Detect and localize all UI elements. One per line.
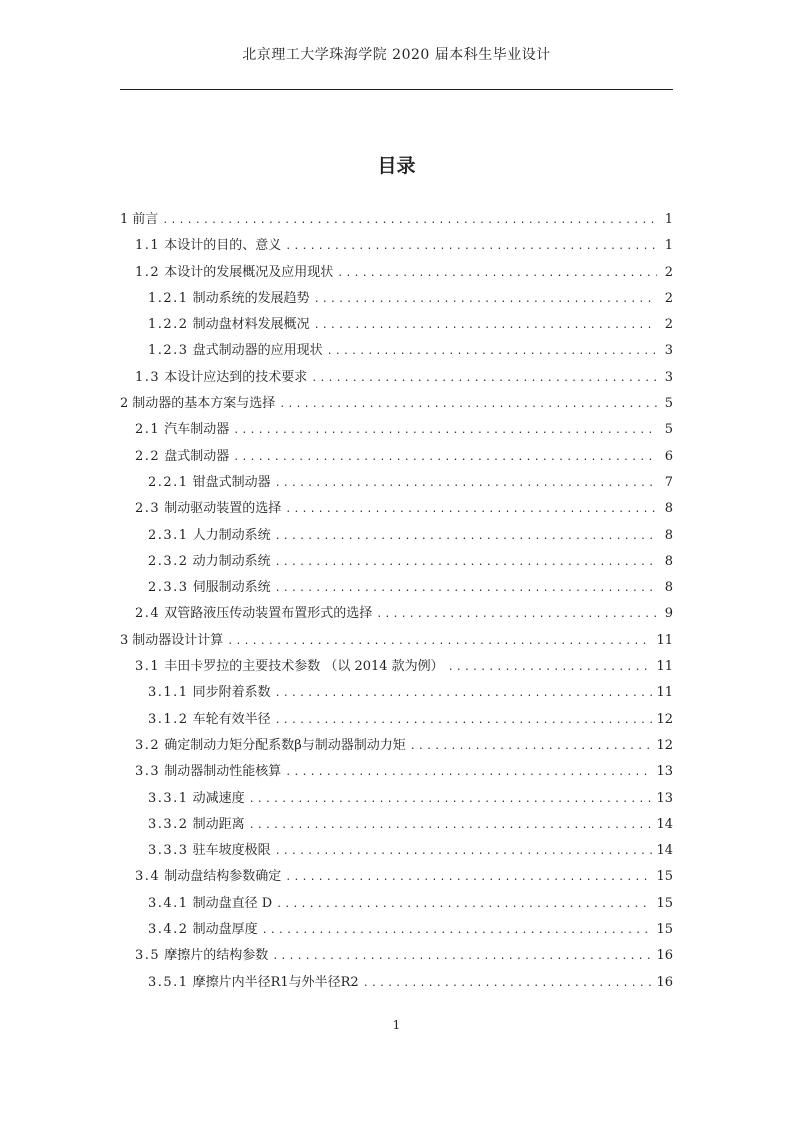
toc-entry-page: 1 — [664, 212, 673, 227]
toc-dot-leader — [376, 602, 657, 628]
toc-entry-number: 3.1.1 — [148, 685, 189, 701]
toc-entry-number: 3.5.1 — [148, 974, 189, 990]
toc-entry-label: 前言 — [132, 212, 159, 227]
toc-entry-number: 3.4 — [135, 869, 161, 885]
toc-entry[interactable] — [120, 470, 673, 496]
toc-dot-leader — [276, 892, 652, 918]
toc-entry[interactable] — [120, 286, 673, 312]
toc-entry-number: 2.2.1 — [148, 474, 189, 490]
toc-entry[interactable] — [120, 233, 673, 259]
toc-entry-number: 3.5 — [135, 948, 161, 964]
toc-entry[interactable] — [120, 338, 673, 364]
toc-entry[interactable] — [120, 759, 673, 785]
toc-entry[interactable] — [120, 496, 673, 522]
toc-entry-label: 制动盘直径 D — [192, 895, 273, 911]
toc-entry[interactable] — [120, 891, 673, 917]
toc-entry-label: 本设计应达到的技术要求 — [164, 369, 308, 385]
toc-entry-label: 盘式制动器的应用现状 — [192, 343, 323, 359]
toc-entry-number: 1.2.3 — [148, 343, 189, 359]
toc-entry-number: 3.3.1 — [148, 790, 189, 806]
toc-entry-number: 2.1 — [135, 422, 161, 438]
toc-entry-label: 摩擦片内半径R1与外半径R2 — [192, 974, 359, 990]
running-header: 北京理工大学珠海学院 2020 届本科生毕业设计 — [242, 47, 551, 63]
toc-entry-number: 2.3.2 — [148, 553, 189, 569]
toc-entry-number: 2.2 — [135, 448, 161, 464]
toc-entry-label: 盘式制动器 — [164, 448, 230, 464]
toc-entry-label: 本设计的目的、意义 — [164, 238, 282, 254]
toc-dot-leader — [275, 708, 653, 734]
toc-dot-leader — [285, 760, 652, 786]
toc-dot-leader — [363, 971, 653, 997]
toc-entry-number: 3.4.1 — [148, 895, 189, 911]
toc-entry-page: 2 — [664, 264, 673, 280]
toc-dot-leader — [233, 418, 657, 444]
toc-entry-page: 13 — [656, 790, 673, 806]
toc-entry[interactable] — [120, 628, 673, 654]
toc-entry-number: 1.2 — [135, 264, 161, 280]
toc-entry-label: 同步附着系数 — [192, 685, 271, 701]
toc-entry-page: 11 — [656, 685, 673, 701]
toc-entry-page: 8 — [664, 527, 673, 543]
toc-entry[interactable] — [120, 786, 673, 812]
toc-entry-label: 制动系统的发展趋势 — [192, 290, 310, 306]
toc-entry[interactable] — [120, 312, 673, 338]
toc-dot-leader — [275, 550, 657, 576]
toc-entry-number: 3.3.3 — [148, 843, 189, 859]
toc-dot-leader — [327, 339, 657, 365]
toc-entry-page: 9 — [664, 606, 673, 622]
toc-dot-leader — [233, 445, 657, 471]
toc-entry[interactable] — [120, 707, 673, 733]
toc-entry-number: 3.4.2 — [148, 922, 189, 938]
toc-entry-label: 驻车坡度极限 — [192, 843, 271, 859]
toc-entry[interactable] — [120, 812, 673, 838]
toc-dot-leader — [162, 208, 657, 234]
toc-entry-page: 1 — [664, 238, 673, 254]
toc-dot-leader — [275, 524, 657, 550]
toc-entry-label: 制动盘材料发展概况 — [192, 317, 310, 333]
toc-dot-leader — [314, 313, 657, 339]
toc-entry[interactable] — [120, 260, 673, 286]
toc-dot-leader — [262, 918, 653, 944]
toc-entry-page: 16 — [656, 948, 673, 964]
toc-entry[interactable] — [120, 970, 673, 996]
toc-entry[interactable] — [120, 838, 673, 864]
toc-entry-number: 2.3.3 — [148, 580, 189, 596]
toc-entry-page: 15 — [656, 922, 673, 938]
toc-dot-leader — [314, 287, 657, 313]
toc-dot-leader — [285, 497, 657, 523]
toc-entry-label: 车轮有效半径 — [192, 711, 271, 727]
toc-entry-label: 确定制动力矩分配系数β与制动器制动力矩 — [164, 737, 406, 753]
toc-entry-page: 15 — [656, 895, 673, 911]
toc-entry-page: 12 — [656, 711, 673, 727]
toc-entry-label: 汽车制动器 — [164, 422, 230, 438]
toc-entry-page: 3 — [664, 369, 673, 385]
toc-entry-label: 钳盘式制动器 — [192, 474, 271, 490]
toc-dot-leader — [285, 234, 657, 260]
toc-entry-label: 制动盘厚度 — [192, 922, 258, 938]
toc-entry-page: 14 — [656, 843, 673, 859]
toc-entry-page: 12 — [656, 737, 673, 753]
toc-entry-page: 2 — [664, 317, 673, 333]
toc-entry-number: 1.2.2 — [148, 317, 189, 333]
toc-dot-leader — [448, 655, 653, 681]
toc-entry-label: 本设计的发展概况及应用现状 — [164, 264, 334, 280]
page-title: 目录 — [377, 155, 416, 177]
toc-entry[interactable] — [120, 365, 673, 391]
toc-dot-leader — [249, 813, 653, 839]
toc-dot-leader — [311, 366, 657, 392]
toc-dot-leader — [272, 944, 652, 970]
toc-entry-label: 动力制动系统 — [192, 553, 271, 569]
toc-entry[interactable] — [120, 917, 673, 943]
toc-entry-page: 8 — [664, 580, 673, 596]
toc-dot-leader — [275, 681, 653, 707]
toc-entry-label: 制动盘结构参数确定 — [164, 869, 282, 885]
toc-entry-label: 摩擦片的结构参数 — [164, 948, 269, 964]
toc-entry-number: 3.3 — [135, 764, 161, 780]
toc-entry-label: 动减速度 — [192, 790, 245, 806]
toc-entry-page: 6 — [664, 448, 673, 464]
toc-entry[interactable] — [120, 680, 673, 706]
toc-dot-leader — [275, 576, 657, 602]
toc-entry-number: 3.3.2 — [148, 816, 189, 832]
toc-entry-page: 11 — [656, 659, 673, 675]
toc-entry[interactable] — [120, 391, 673, 417]
header-divider — [120, 89, 673, 90]
toc-entry-label: 丰田卡罗拉的主要技术参数 （以 2014 款为例） — [164, 659, 444, 675]
toc-entry[interactable] — [120, 417, 673, 443]
toc-entry-page: 8 — [664, 501, 673, 517]
toc-entry-page: 8 — [664, 553, 673, 569]
toc-entry[interactable] — [120, 575, 673, 601]
toc-entry-number: 1.1 — [135, 238, 161, 254]
toc-entry-label: 双管路液压传动装置布置形式的选择 — [164, 606, 373, 622]
toc-dot-leader — [279, 392, 657, 418]
toc-entry-number: 1.3 — [135, 369, 161, 385]
toc-entry-label: 制动器的基本方案与选择 — [132, 396, 276, 412]
toc-dot-leader — [285, 865, 652, 891]
toc-entry-page: 16 — [656, 974, 673, 990]
toc-entry-page: 5 — [664, 422, 673, 438]
toc-entry-label: 人力制动系统 — [192, 527, 271, 543]
toc-entry[interactable] — [120, 654, 673, 680]
toc-dot-leader — [410, 734, 653, 760]
toc-dot-leader — [227, 629, 652, 655]
toc-entry-number: 3 — [120, 632, 129, 648]
toc-entry[interactable] — [120, 943, 673, 969]
toc-entry-number: 1.2.1 — [148, 290, 189, 306]
toc-dot-leader — [275, 471, 657, 497]
toc-entry-page: 7 — [664, 474, 673, 490]
toc-entry-number: 3.1.2 — [148, 711, 189, 727]
toc-entry-label: 制动器制动性能核算 — [164, 764, 282, 780]
toc-entry[interactable] — [120, 601, 673, 627]
toc-entry-page: 15 — [656, 869, 673, 885]
toc-entry-label: 制动距离 — [192, 816, 245, 832]
toc-entry-label: 伺服制动系统 — [192, 580, 271, 596]
toc-entry-number: 3.1 — [135, 659, 161, 675]
toc-dot-leader — [337, 261, 657, 287]
toc-entry-page: 3 — [664, 343, 673, 359]
toc-entry-number: 2.4 — [135, 606, 161, 622]
toc-entry-page: 11 — [656, 632, 673, 648]
toc-entry-number: 3.2 — [135, 737, 161, 753]
toc-entry-label: 制动器设计计算 — [132, 632, 224, 648]
toc-dot-leader — [275, 839, 653, 865]
footer-page-number: 1 — [392, 1018, 401, 1032]
toc-entry-page: 14 — [656, 816, 673, 832]
toc-entry-page: 5 — [664, 396, 673, 412]
toc-entry-label: 制动驱动装置的选择 — [164, 501, 282, 517]
toc-entry[interactable] — [120, 523, 673, 549]
toc-entry-number: 2 — [120, 396, 129, 412]
toc-entry-page: 2 — [664, 290, 673, 306]
table-of-contents — [120, 207, 673, 996]
toc-entry-number: 1 — [120, 212, 129, 227]
toc-dot-leader — [249, 787, 653, 813]
toc-entry[interactable] — [120, 444, 673, 470]
toc-entry-number: 2.3 — [135, 501, 161, 517]
toc-entry[interactable] — [120, 733, 673, 759]
toc-entry[interactable] — [120, 864, 673, 890]
toc-entry-page: 13 — [656, 764, 673, 780]
toc-entry[interactable] — [120, 207, 673, 233]
toc-entry-number: 2.3.1 — [148, 527, 189, 543]
toc-entry[interactable] — [120, 549, 673, 575]
